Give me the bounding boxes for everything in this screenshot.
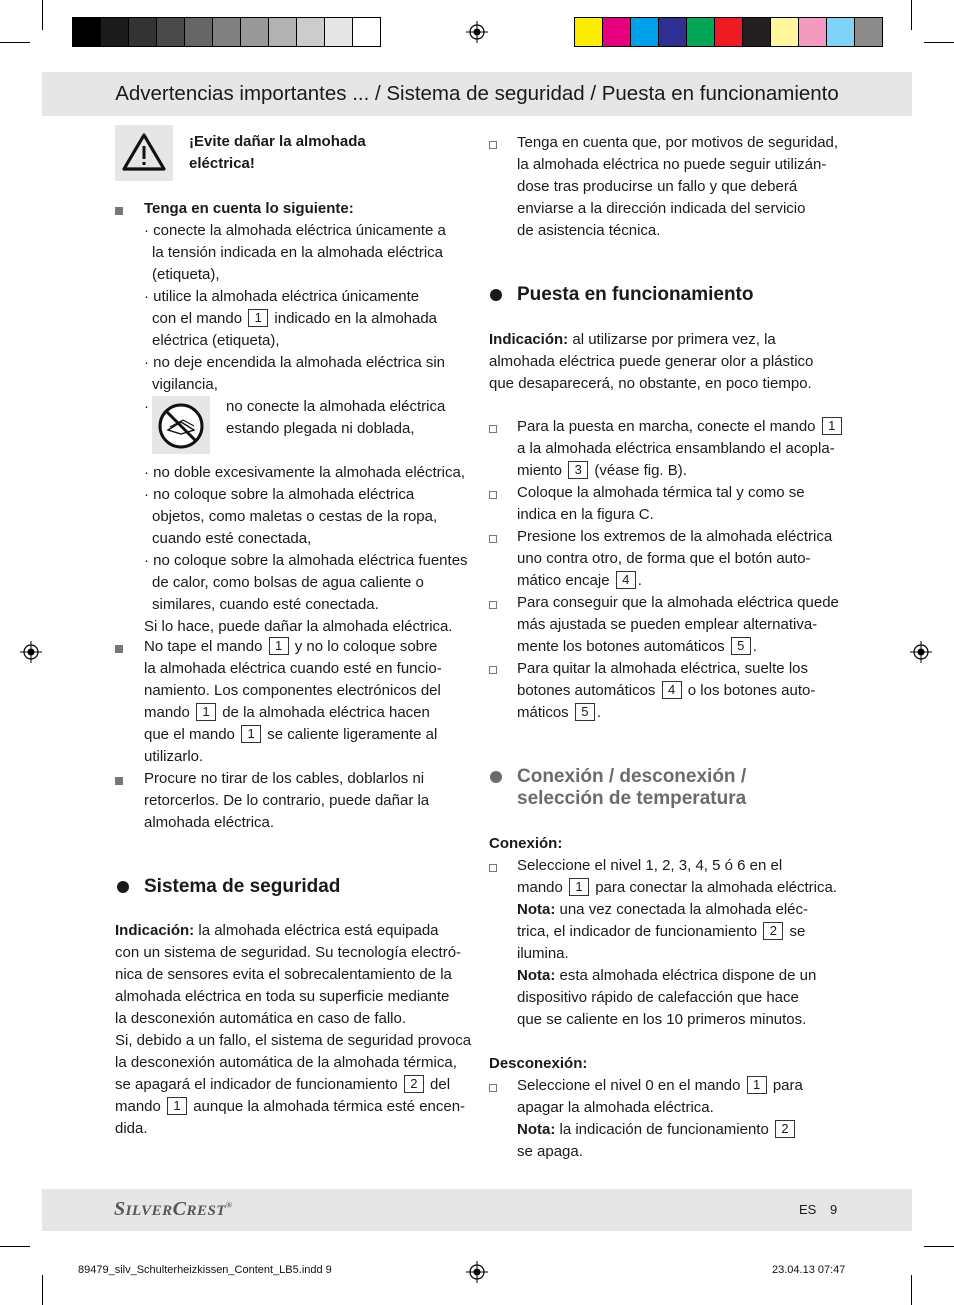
- heading-bullet-icon: [117, 881, 129, 893]
- calibration-swatch: [798, 17, 827, 47]
- registration-mark-icon: [466, 21, 488, 43]
- part-number-box: 2: [775, 1120, 795, 1138]
- paragraph-cover-controller: No tape el mando 1 y no lo coloque sobre la almohada eléctrica cuando esté en funcio- namiento. Los componentes electrónicos del mando 1 de la almohada eléctrica hacen que el mando 1 se caliente ligeramente al utilizarlo.: [144, 638, 442, 765]
- calibration-swatch: [742, 17, 771, 47]
- part-number-box: 1: [248, 309, 268, 327]
- calibration-swatch: [268, 17, 297, 47]
- heading-bullet-icon: [490, 771, 502, 783]
- color-calibration-bars: [574, 17, 882, 47]
- part-number-box: 4: [662, 681, 682, 699]
- list-item: la tensión indicada en la almohada eléctrica: [152, 244, 444, 261]
- calibration-swatch: [630, 17, 659, 47]
- fold-warning-item: · no conecte la almohada eléctrica estando plegada ni doblada,: [144, 396, 474, 462]
- registration-mark-icon: [20, 641, 42, 663]
- part-number-box: 1: [269, 637, 289, 655]
- calibration-swatch: [184, 17, 213, 47]
- calibration-swatch: [686, 17, 715, 47]
- list-item: · utilice la almohada eléctrica únicamente: [144, 288, 420, 305]
- calibration-swatch: [658, 17, 687, 47]
- list-item: similares, cuando esté conectada.: [152, 596, 379, 613]
- calibration-swatch: [100, 17, 129, 47]
- crop-mark: [42, 1275, 43, 1305]
- list-item: objetos, como maletas o cestas de la ropa,: [152, 508, 438, 525]
- calibration-swatch: [240, 17, 269, 47]
- list-item: · no deje encendida la almohada eléctrica sin: [144, 354, 446, 371]
- calibration-swatch: [128, 17, 157, 47]
- part-number-box: 2: [404, 1075, 424, 1093]
- part-number-box: 5: [731, 637, 751, 655]
- language-code: ES: [799, 1202, 817, 1217]
- bullet-square-outline: [489, 535, 497, 543]
- part-number-box: 1: [747, 1076, 767, 1094]
- part-number-box: 1: [196, 703, 216, 721]
- crop-mark: [0, 42, 30, 43]
- crop-mark: [911, 0, 912, 30]
- list-item: con el mando 1 indicado en la almohada: [152, 310, 438, 327]
- startup-steps: Para la puesta en marcha, conecte el mando 1 a la almohada eléctrica ensamblando el acopla- miento 3 (véase fig. B). Coloque la almohada térmica tal y como se indica en la figura C. Presione los extremos de la almohada eléctrica uno contra otro, de forma que el botón auto- mático encaje 4 . Para conseguir que la almohada eléctrica quede más ajustada se pueden emplear alternativa- mente los botones automáticos 5 . Para quitar la almohada eléctrica, suelte los botones automáticos 4 o los botones auto- máticos 5 .: [517, 416, 857, 724]
- warning-triangle-icon: [115, 125, 173, 181]
- part-number-box: 1: [822, 417, 842, 435]
- part-number-box: 2: [763, 922, 783, 940]
- bullet-square-outline: [489, 1084, 497, 1092]
- calibration-swatch: [854, 17, 883, 47]
- list-item: Si lo hace, puede dañar la almohada eléctrica.: [144, 618, 453, 635]
- safety-continued-paragraph: Tenga en cuenta que, por motivos de seguridad, la almohada eléctrica no puede seguir utilizán- dose tras producirse un fallo y que deberá enviarse a la dirección indicada del servicio de asistencia técnica.: [517, 134, 839, 239]
- calibration-swatch: [156, 17, 185, 47]
- section-heading-connection: Conexión / desconexión / selección de temperatura: [517, 766, 746, 810]
- page-number: 9: [830, 1202, 838, 1217]
- crop-mark: [924, 42, 954, 43]
- page-title: Advertencias importantes ... / Sistema de seguridad / Puesta en funcionamiento: [115, 82, 839, 105]
- bullet-square-outline: [489, 425, 497, 433]
- part-number-box: 1: [167, 1097, 187, 1115]
- bullet-square: [115, 777, 123, 785]
- calibration-swatch: [574, 17, 603, 47]
- gray-calibration-bars: [72, 17, 380, 47]
- list-item: eléctrica (etiqueta),: [152, 332, 280, 349]
- warning-text: ¡Evite dañar la almohada eléctrica!: [189, 133, 366, 172]
- crop-mark: [911, 1275, 912, 1305]
- part-number-box: 1: [569, 878, 589, 896]
- calibration-swatch: [714, 17, 743, 47]
- list-item: de calor, como bolsas de agua caliente o: [152, 574, 424, 591]
- connection-label: Conexión:: [489, 835, 563, 852]
- registration-mark-icon: [910, 641, 932, 663]
- calibration-swatch: [296, 17, 325, 47]
- bullet-square-outline: [489, 601, 497, 609]
- bullet-square: [115, 207, 123, 215]
- part-number-box: 5: [575, 703, 595, 721]
- bullet-square: [115, 645, 123, 653]
- bullet-square-outline: [489, 864, 497, 872]
- section-heading-startup: Puesta en funcionamiento: [517, 284, 753, 306]
- paragraph-cables: Procure no tirar de los cables, doblarlos ni retorcerlos. De lo contrario, puede dañar la almohada eléctrica.: [144, 770, 430, 831]
- disconnection-steps: Seleccione el nivel 0 en el mando 1 para apagar la almohada eléctrica. Nota: la indicación de funcionamiento 2 se apaga.: [517, 1077, 803, 1160]
- silvercrest-logo: SILVERCREST®: [114, 1198, 233, 1220]
- note-list: [144, 198, 474, 638]
- no-folding-icon: [152, 396, 210, 454]
- part-number-box: 1: [241, 725, 261, 743]
- registration-mark-icon: [466, 1261, 488, 1283]
- note-heading: Tenga en cuenta lo siguiente:: [144, 200, 354, 217]
- list-item: · no coloque sobre la almohada eléctrica: [144, 486, 415, 503]
- list-item: (etiqueta),: [152, 266, 220, 283]
- part-number-box: 4: [616, 571, 636, 589]
- slug-date: 23.04.13 07:47: [772, 1264, 846, 1276]
- calibration-swatch: [72, 17, 101, 47]
- crop-mark: [0, 1246, 30, 1247]
- bullet-square-outline: [489, 491, 497, 499]
- crop-mark: [42, 0, 43, 30]
- section-heading-safety: Sistema de seguridad: [144, 876, 340, 898]
- list-item: · no coloque sobre la almohada eléctrica fuentes: [144, 552, 468, 569]
- safety-paragraph: Indicación: la almohada eléctrica está equipada con un sistema de seguridad. Su tecnología electró- nica de sensores evita el sobrecalentamiento de la almohada eléctrica en toda su superficie mediante la desconexión automática en caso de fallo. Si, debido a un fallo, el sistema de seguridad provoca la desconexión automática de la almohada térmica, se apagará el indicador de funcionamiento 2 del mando 1 aunque la almohada térmica esté encen- dida.: [115, 922, 472, 1137]
- bullet-square-outline: [489, 141, 497, 149]
- crop-mark: [924, 1246, 954, 1247]
- connection-steps: Seleccione el nivel 1, 2, 3, 4, 5 ó 6 en el mando 1 para conectar la almohada eléctrica. Nota: una vez conectada la almohada eléc- trica, el indicador de funcionamiento 2 se ilumina. Nota: esta almohada eléctrica dispone de un dispositivo rápido de calefacción que hace que se caliente en los 10 primeros minutos.: [517, 857, 838, 1028]
- heading-bullet-icon: [490, 289, 502, 301]
- list-item: cuando esté conectada,: [152, 530, 312, 547]
- bullet-square-outline: [489, 666, 497, 674]
- disconnection-label: Desconexión:: [489, 1055, 588, 1072]
- calibration-swatch: [324, 17, 353, 47]
- calibration-swatch: [770, 17, 799, 47]
- startup-note: Indicación: al utilizarse por primera vez, la almohada eléctrica puede generar olor a plástico que desaparecerá, no obstante, en poco tiempo.: [489, 331, 814, 392]
- calibration-swatch: [212, 17, 241, 47]
- slug-filename: 89479_silv_Schulterheizkissen_Content_LB5.indd 9: [78, 1264, 332, 1276]
- calibration-swatch: [352, 17, 381, 47]
- list-item: vigilancia,: [152, 376, 218, 393]
- list-item: · no doble excesivamente la almohada eléctrica,: [144, 464, 466, 481]
- list-item: · conecte la almohada eléctrica únicamente a: [144, 222, 446, 239]
- calibration-swatch: [602, 17, 631, 47]
- calibration-swatch: [826, 17, 855, 47]
- part-number-box: 3: [568, 461, 588, 479]
